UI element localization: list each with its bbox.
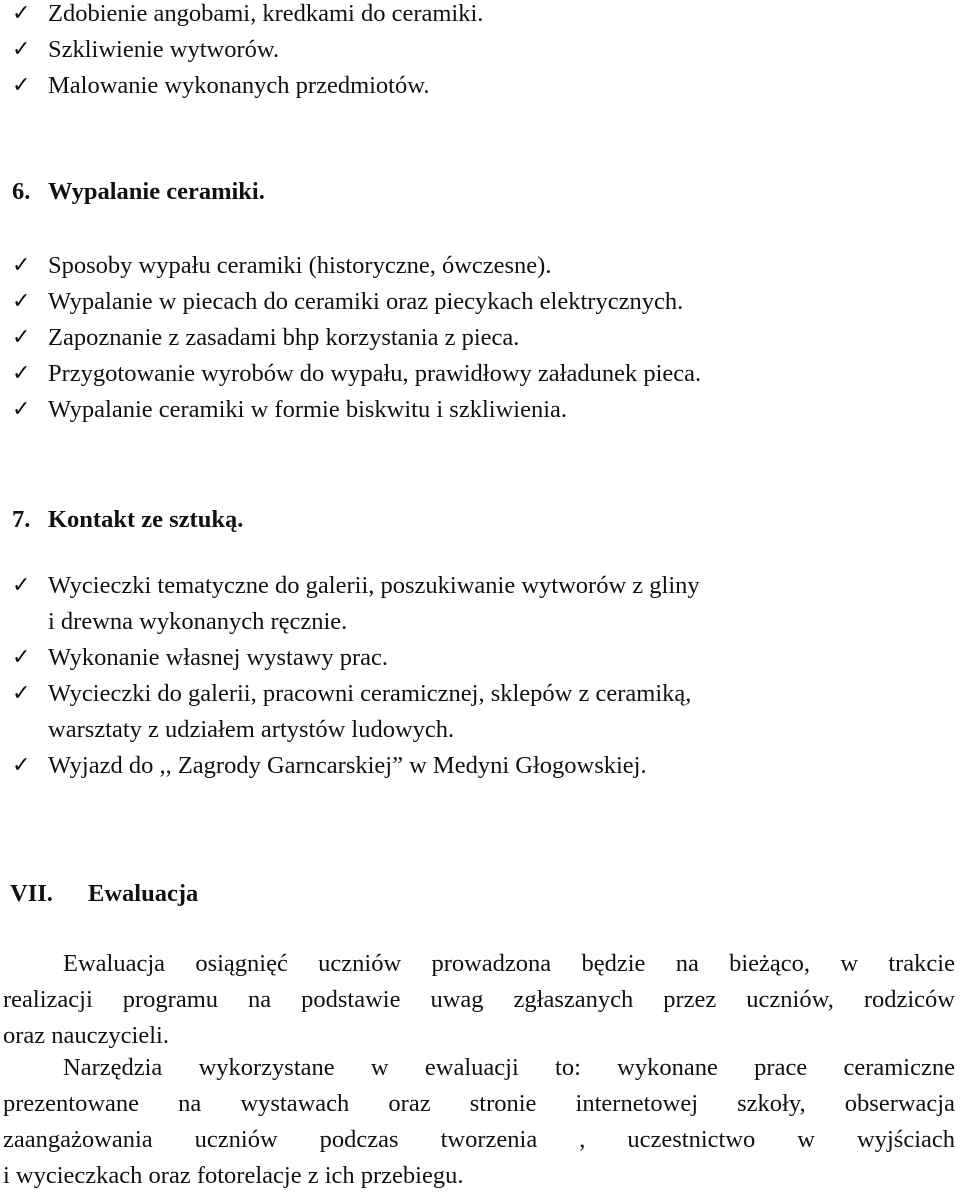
section-VII-heading bbox=[10, 876, 198, 912]
check-icon: ✓ bbox=[12, 289, 31, 314]
list-item: ✓ Zapoznanie z zasadami bhp korzystania z pieca. bbox=[0, 320, 960, 356]
check-icon: ✓ bbox=[12, 753, 31, 778]
section-6-list bbox=[0, 248, 960, 428]
section-7-list bbox=[0, 568, 960, 784]
list-item: ✓ Wypalanie ceramiki w formie biskwitu i szkliwienia. bbox=[0, 392, 960, 428]
section-title: Ewaluacja bbox=[88, 880, 199, 907]
section-7-heading bbox=[12, 502, 243, 538]
list-top bbox=[0, 0, 960, 104]
list-item: ✓ Szkliwienie wytworów. bbox=[0, 32, 960, 68]
list-item: ✓ Wycieczki do galerii, pracowni ceramicznej, sklepów z ceramiką, warsztaty z udziałem artystów ludowych. bbox=[0, 676, 960, 748]
section-number: 7. bbox=[12, 506, 31, 533]
check-icon: ✓ bbox=[12, 1, 31, 26]
list-item: ✓ Zdobienie angobami, kredkami do ceramiki. bbox=[0, 0, 960, 32]
list-item: ✓ Wyjazd do ,, Zagrody Garncarskiej” w Medyni Głogowskiej. bbox=[0, 748, 960, 784]
evaluation-paragraph-1: Ewaluacja osiągnięć uczniów prowadzona będzie na bieżąco, w trakcie realizacji programu na podstawie uwag zgłaszanych przez uczniów, rodziców oraz nauczycieli. bbox=[3, 950, 955, 1049]
check-icon: ✓ bbox=[12, 397, 31, 422]
list-item: ✓ Wykonanie własnej wystawy prac. bbox=[0, 640, 960, 676]
section-title: Wypalanie ceramiki. bbox=[48, 178, 265, 205]
check-icon: ✓ bbox=[12, 73, 31, 98]
list-item: ✓ Wycieczki tematyczne do galerii, poszukiwanie wytworów z gliny i drewna wykonanych ręcznie. bbox=[0, 568, 960, 640]
check-icon: ✓ bbox=[12, 361, 31, 386]
section-number: 6. bbox=[12, 178, 31, 205]
section-title: Kontakt ze sztuką. bbox=[48, 506, 244, 533]
section-number: VII. bbox=[10, 880, 53, 907]
list-item: ✓ Sposoby wypału ceramiki (historyczne, ówczesne). bbox=[0, 248, 960, 284]
list-item: ✓ Wypalanie w piecach do ceramiki oraz piecykach elektrycznych. bbox=[0, 284, 960, 320]
list-item: ✓ Malowanie wykonanych przedmiotów. bbox=[0, 68, 960, 104]
check-icon: ✓ bbox=[12, 645, 31, 670]
check-icon: ✓ bbox=[12, 37, 31, 62]
check-icon: ✓ bbox=[12, 325, 31, 350]
check-icon: ✓ bbox=[12, 681, 31, 706]
check-icon: ✓ bbox=[12, 573, 31, 598]
section-6-heading bbox=[12, 174, 265, 210]
evaluation-paragraph-2: Narzędzia wykorzystane w ewaluacji to: wykonane prace ceramiczne prezentowane na wystawach oraz stronie internetowej szkoły, obserwacja zaangażowania uczniów podczas tworzenia , uczestnictwo w wyjściach i wycieczkach oraz fotorelacje z ich przebiegu. bbox=[3, 1054, 955, 1189]
check-icon: ✓ bbox=[12, 253, 31, 278]
list-item: ✓ Przygotowanie wyrobów do wypału, prawidłowy załadunek pieca. bbox=[0, 356, 960, 392]
